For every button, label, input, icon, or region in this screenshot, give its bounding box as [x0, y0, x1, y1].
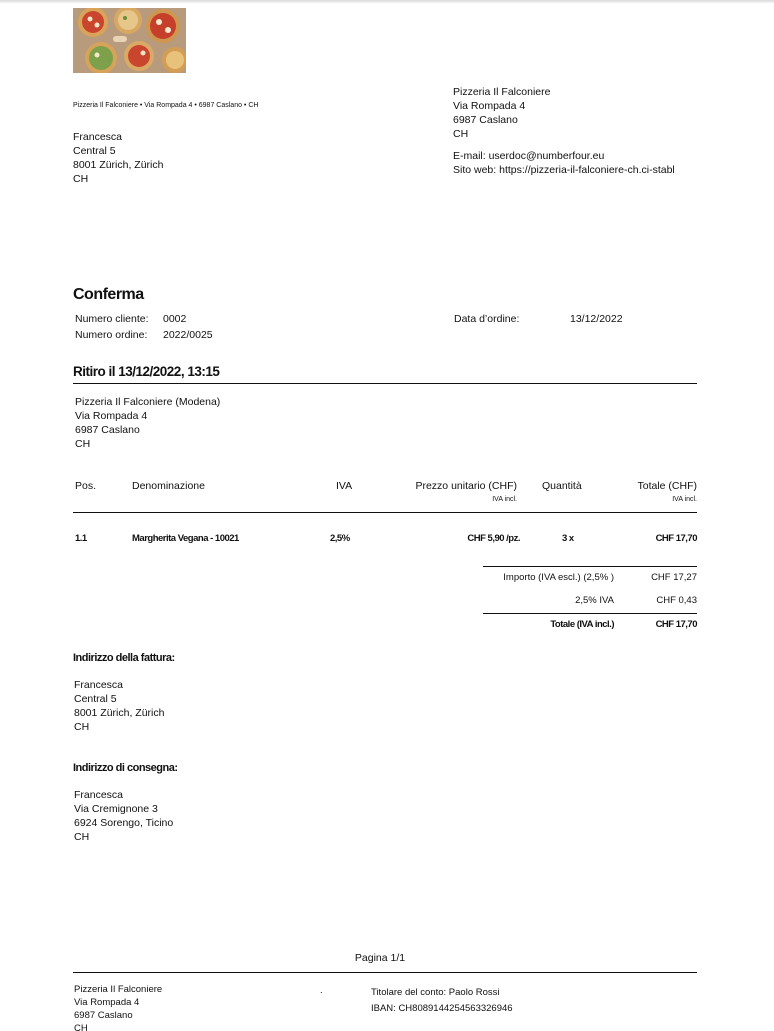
row-unit-price: CHF 5,90 /pz.	[467, 533, 520, 544]
pickup-divider	[73, 383, 697, 384]
delivery-street: Via Cremignone 3	[74, 803, 158, 815]
summary-total-label: Totale (IVA incl.)	[550, 619, 614, 630]
pizza-logo-image	[73, 8, 186, 73]
recipient-street: Central 5	[73, 145, 116, 157]
column-header-name: Denominazione	[132, 480, 205, 492]
company-contact	[453, 149, 698, 177]
order-number-label: Numero ordine:	[75, 329, 148, 341]
delivery-country: CH	[74, 831, 90, 843]
billing-street: Central 5	[74, 693, 117, 705]
footer-iban: IBAN: CH8089144254563326946	[371, 1003, 513, 1014]
order-date-value: 13/12/2022	[570, 313, 623, 325]
sender-line: Pizzeria Il Falconiere • Via Rompada 4 • 6987 Caslano • CH	[73, 102, 259, 109]
pickup-street: Via Rompada 4	[75, 410, 148, 422]
company-website: Sito web: https://pizzeria-il-falconiere-ch.ci-stabl	[453, 164, 675, 176]
recipient-address	[73, 130, 163, 186]
billing-country: CH	[74, 721, 90, 733]
recipient-name: Francesca	[73, 131, 123, 143]
column-header-total: Totale (CHF)	[637, 480, 697, 492]
footer-bank	[371, 985, 513, 1017]
summary-net-label: Importo (IVA escl.) (2,5% )	[503, 572, 614, 583]
customer-number-value: 0002	[163, 313, 187, 325]
footer-account-holder: Titolare del conto: Paolo Rossi	[371, 987, 500, 998]
summary-total-value: CHF 17,70	[655, 619, 697, 630]
delivery-city: 6924 Sorengo, Ticino	[74, 817, 174, 829]
column-header-unit-price: Prezzo unitario (CHF)	[415, 480, 517, 492]
column-header-total-sub: IVA incl.	[672, 496, 697, 503]
billing-address	[74, 678, 164, 734]
footer-company	[74, 983, 162, 1031]
footer-company-city: 6987 Caslano	[74, 1010, 133, 1021]
footer-company-street: Via Rompada 4	[74, 997, 140, 1008]
column-header-unit-price-sub: IVA incl.	[492, 496, 517, 503]
row-name: Margherita Vegana - 10021	[132, 533, 239, 544]
delivery-address	[74, 788, 173, 844]
top-shadow	[0, 0, 774, 3]
document-title: Conferma	[73, 286, 144, 303]
row-vat: 2,5%	[330, 533, 350, 544]
page-number: Pagina 1/1	[354, 952, 406, 964]
row-quantity: 3 x	[562, 533, 574, 544]
footer-divider	[73, 972, 697, 973]
company-name: Pizzeria Il Falconiere	[453, 86, 551, 98]
company-city: 6987 Caslano	[453, 114, 518, 126]
pickup-country: CH	[75, 438, 91, 450]
customer-number-label: Numero cliente:	[75, 313, 149, 325]
billing-city: 8001 Zürich, Zürich	[74, 707, 165, 719]
column-header-quantity: Quantità	[542, 480, 582, 492]
billing-address-title: Indirizzo della fattura:	[73, 652, 175, 664]
column-header-pos: Pos.	[75, 480, 97, 492]
pickup-title: Ritiro il 13/12/2022, 13:15	[73, 364, 220, 379]
delivery-address-title: Indirizzo di consegna:	[73, 762, 178, 774]
footer-company-country: CH	[74, 1023, 88, 1031]
billing-name: Francesca	[74, 679, 124, 691]
footer-middle-mark: .	[320, 985, 323, 996]
row-total: CHF 17,70	[655, 533, 697, 544]
column-header-vat: IVA	[336, 480, 353, 492]
summary-total-divider	[483, 613, 697, 614]
company-street: Via Rompada 4	[453, 100, 526, 112]
delivery-name: Francesca	[74, 789, 124, 801]
row-pos: 1.1	[75, 533, 87, 544]
order-date-label: Data d’ordine:	[454, 313, 520, 325]
summary-divider	[483, 566, 697, 567]
company-address	[453, 85, 550, 141]
pickup-address	[75, 395, 220, 451]
table-header-divider	[73, 512, 697, 513]
company-country: CH	[453, 128, 469, 140]
footer-company-name: Pizzeria Il Falconiere	[74, 984, 163, 995]
summary-vat-label: 2,5% IVA	[575, 595, 614, 606]
summary-net-value: CHF 17,27	[651, 572, 697, 583]
pickup-name: Pizzeria Il Falconiere (Modena)	[75, 396, 221, 408]
order-number-value: 2022/0025	[163, 329, 213, 341]
company-email: E-mail: userdoc@numberfour.eu	[453, 150, 605, 162]
pickup-city: 6987 Caslano	[75, 424, 140, 436]
recipient-city: 8001 Zürich, Zürich	[73, 159, 164, 171]
summary-vat-value: CHF 0,43	[656, 595, 697, 606]
recipient-country: CH	[73, 173, 89, 185]
